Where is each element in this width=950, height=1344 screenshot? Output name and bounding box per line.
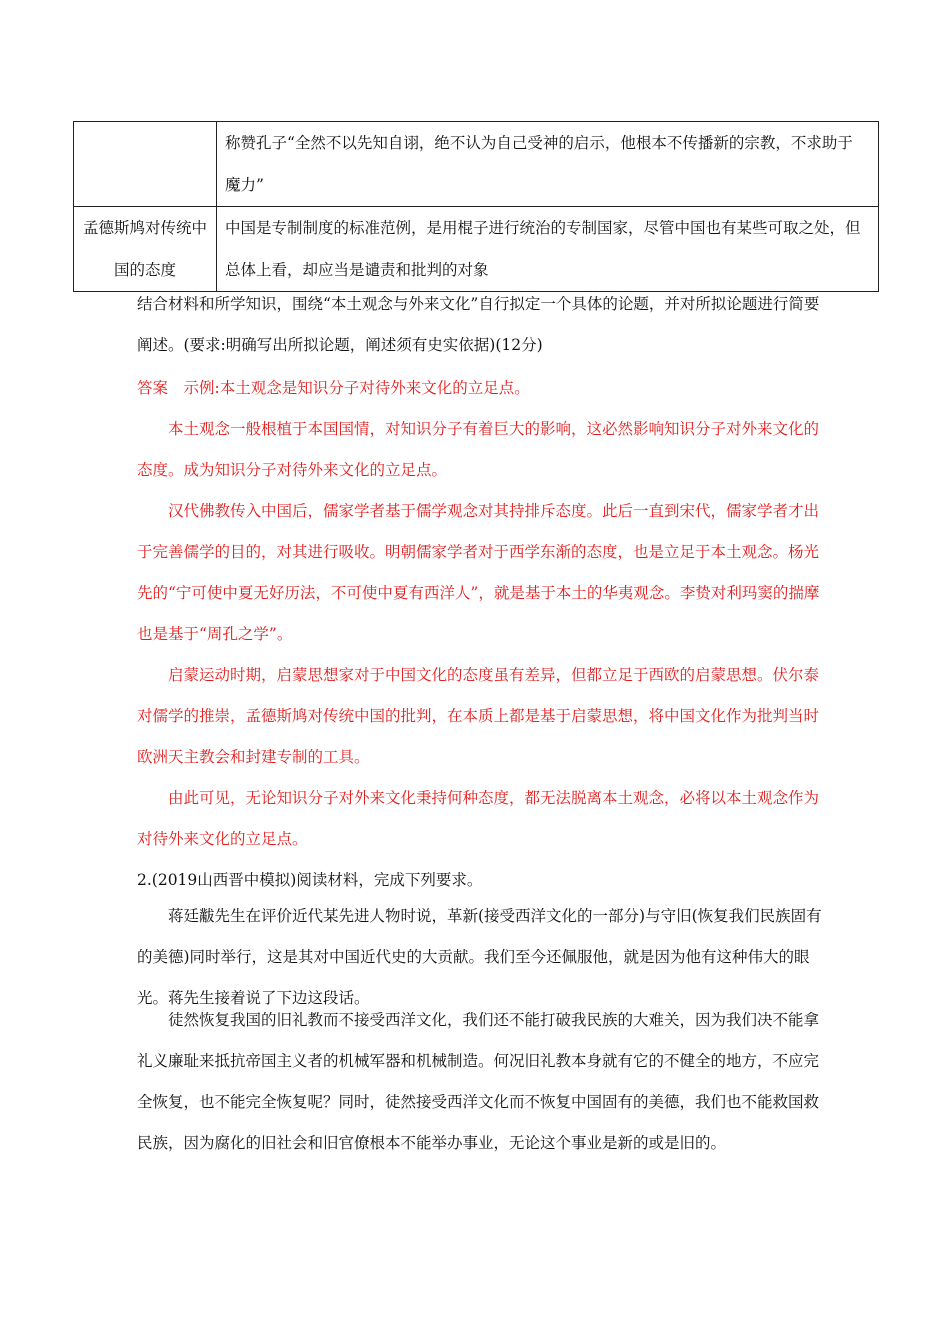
question-2-heading: 2.(2019山西晋中模拟)阅读材料，完成下列要求。 bbox=[137, 871, 483, 889]
table-row bbox=[74, 207, 879, 292]
table-cell-content: 称赞孔子“全然不以先知自诩，绝不认为自己受神的启示，他根本不传播新的宗教，不求助于魔力” bbox=[217, 122, 879, 207]
table-row bbox=[74, 122, 879, 207]
answer-paragraph: 本土观念一般根植于本国国情，对知识分子有着巨大的影响，这必然影响知识分子对外来文化的态度。成为知识分子对待外来文化的立足点。 bbox=[137, 420, 820, 479]
table-cell-content: 中国是专制制度的标准范例，是用棍子进行统治的专制国家，尽管中国也有某些可取之处，但总体上看，却应当是谴责和批判的对象 bbox=[217, 207, 879, 292]
answer-paragraph: 由此可见，无论知识分子对外来文化秉持何种态度，都无法脱离本土观念，必将以本土观念作为对待外来文化的立足点。 bbox=[137, 789, 820, 848]
table-cell-subject bbox=[74, 122, 217, 207]
material-paragraph: 蒋廷黻先生在评价近代某先进人物时说，革新(接受西洋文化的一部分)与守旧(恢复我们民族固有的美德)同时举行，这是其对中国近代史的大贡献。我们至今还佩服他，就是因为他有这种伟大的眼光。蒋先生接着说了下边这段话。 bbox=[137, 907, 822, 1007]
answer-paragraph: 汉代佛教传入中国后，儒家学者基于儒学观念对其持排斥态度。此后一直到宋代，儒家学者才出于完善儒学的目的，对其进行吸收。明朝儒家学者对于西学东渐的态度，也是立足于本土观念。杨光先的“宁可使中夏无好历法，不可使中夏有西洋人”，就是基于本土的华夷观念。李贽对利玛窦的揣摩也是基于“周孔之学”。 bbox=[137, 502, 820, 643]
material-paragraph: 徒然恢复我国的旧礼教而不接受西洋文化，我们还不能打破我民族的大难关，因为我们决不能拿礼义廉耻来抵抗帝国主义者的机械军器和机械制造。何况旧礼教本身就有它的不健全的地方，不应完全恢复，也不能完全恢复呢？同时，徒然接受西洋文化而不恢复中国固有的美德，我们也不能救国救民族，因为腐化的旧社会和旧官僚根本不能举办事业，无论这个事业是新的或是旧的。 bbox=[137, 1011, 820, 1152]
comparison-table bbox=[73, 121, 879, 292]
table-cell-subject: 孟德斯鸠对传统中国的态度 bbox=[74, 207, 217, 292]
question-prompt: 结合材料和所学知识，围绕“本土观念与外来文化”自行拟定一个具体的论题，并对所拟论题进行简要阐述。(要求:明确写出所拟论题，阐述须有史实依据)(12分) bbox=[137, 295, 820, 354]
answer-intro: 答案 示例:本土观念是知识分子对待外来文化的立足点。 bbox=[137, 379, 530, 397]
answer-paragraph: 启蒙运动时期，启蒙思想家对于中国文化的态度虽有差异，但都立足于西欧的启蒙思想。伏尔泰对儒学的推崇，孟德斯鸠对传统中国的批判，在本质上都是基于启蒙思想，将中国文化作为批判当时欧洲天主教会和封建专制的工具。 bbox=[137, 666, 820, 766]
